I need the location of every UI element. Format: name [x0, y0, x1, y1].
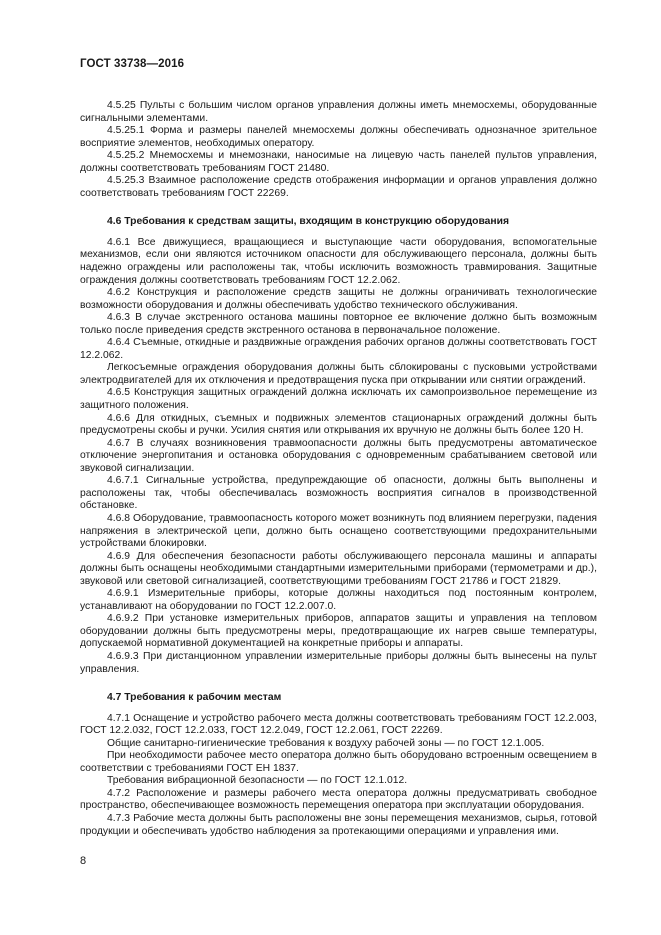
page-number: 8 [80, 855, 87, 867]
clause-4-6-2: 4.6.2 Конструкция и расположение средств защиты не должны ограничивать технологические возможности оборудования и должны обеспечивать удобство технического обслуживания. [80, 287, 597, 311]
clause-4-6-4: 4.6.4 Съемные, откидные и раздвижные ограждения рабочих органов должны соответствовать ГОСТ 12.2.062. [80, 337, 597, 361]
clause-4-6-8: 4.6.8 Оборудование, травмоопасность которого может возникнуть под влиянием перегрузки, падения напряжения в электрической цепи, должно быть оснащено соответствующими предохранительными устройствами блокировки. [80, 512, 597, 550]
clause-4-6-9-3: 4.6.9.3 При дистанционном управлении измерительные приборы должны быть вынесены на пульт управления. [80, 650, 597, 675]
clause-4-5-25-2: 4.5.25.2 Мнемосхемы и мнемознаки, наносимые на лицевую часть панелей пультов управления, должны соответствовать требованиям ГОСТ 21480. [80, 150, 597, 174]
clause-4-7-1-vibration: Требования вибрационной безопасности — по ГОСТ 12.1.012. [107, 775, 408, 787]
clause-4-7-3: 4.7.3 Рабочие места должны быть расположены вне зоны перемещения механизмов, сырья, готовой продукции и обеспечивать удобство наблюдения за протекающими операциями и управления ими. [80, 812, 597, 837]
clause-4-6-4-note: Легкосъемные ограждения оборудования должны быть сблокированы с пусковыми устройствами электродвигателей для их отключения и предотвращения пуска при открывании или снятии ограждений. [80, 362, 597, 386]
clause-4-6-9-1: 4.6.9.1 Измерительные приборы, которые должны находиться под постоянным контролем, устанавливают на оборудовании по ГОСТ 12.2.007.0. [80, 588, 597, 612]
clause-4-6-9: 4.6.9 Для обеспечения безопасности работы обслуживающего персонала машины и аппараты должны быть оснащены необходимыми стандартными измерительными приборами (термометрами и др.), звуковой или световой сигнализацией, соответствующими требованиям ГОСТ 21786 и ГОСТ 21829. [80, 550, 597, 587]
clause-4-6-3: 4.6.3 В случае экстренного останова машины повторное ее включение должно быть возможным только после приведения средств экстренного останова в первоначальное положение. [80, 312, 597, 336]
clause-4-5-25: 4.5.25 Пульты с большим числом органов управления должны иметь мнемосхемы, оборудованные сигнальными элементами. [80, 100, 597, 124]
clause-4-6-9-2: 4.6.9.2 При установке измерительных приборов, аппаратов защиты и управления на тепловом оборудовании должны быть предусмотрены меры, предотвращающие их нагрев свыше температуры, допускаемой нормативной документацией на конкретные приборы и аппараты. [80, 613, 597, 650]
clause-4-5-25-3: 4.5.25.3 Взаимное расположение средств отображения информации и органов управления должно соответствовать требованиям ГОСТ 22269. [80, 175, 597, 199]
clause-4-7-2: 4.7.2 Расположение и размеры рабочего места оператора должны предусматривать свободное пространство, обеспечивающее возможность перемещения оператора при эксплуатации оборудования. [80, 787, 597, 812]
document-body [80, 100, 597, 838]
section-heading-4-6: 4.6 Требования к средствам защиты, входящим в конструкцию оборудования [107, 216, 510, 228]
clause-4-7-1-lighting: При необходимости рабочее место оператора должно быть оборудовано встроенным освещением в соответствии с требованиями ГОСТ ЕН 1837. [80, 750, 597, 774]
clause-4-6-6: 4.6.6 Для откидных, съемных и подвижных элементов стационарных ограждений должны быть предусмотрены скобы и ручки. Усилия снятия или открывания их вручную не должны быть более 120 Н. [80, 412, 597, 437]
clause-4-5-25-1: 4.5.25.1 Форма и размеры панелей мнемосхемы должны обеспечивать однозначное зрительное восприятие элементов, необходимых оператору. [80, 125, 597, 149]
clause-4-7-1: 4.7.1 Оснащение и устройство рабочего места должны соответствовать требованиям ГОСТ 12.2.003, ГОСТ 12.2.032, ГОСТ 12.2.033, ГОСТ 12.2.049, ГОСТ 12.2.061, ГОСТ 22269. [80, 712, 597, 737]
clause-4-6-7: 4.6.7 В случаях возникновения травмоопасности должны быть предусмотрены автоматическое отключение энергопитания и остановка оборудования с одновременным срабатыванием световой или звуковой сигнализации. [80, 437, 597, 474]
section-heading-4-7: 4.7 Требования к рабочим местам [107, 692, 282, 704]
clause-4-6-7-1: 4.6.7.1 Сигнальные устройства, предупреждающие об опасности, должны быть выполнены и расположены так, чтобы обеспечивалась возможность восприятия сигналов в производственной обстановке. [80, 475, 597, 512]
clause-4-7-1-air: Общие санитарно-гигиенические требования к воздуху рабочей зоны — по ГОСТ 12.1.005. [107, 737, 545, 749]
clause-4-6-1: 4.6.1 Все движущиеся, вращающиеся и выступающие части оборудования, вспомогательные механизмов, если они являются источником опасности для обслуживающего персонала, должны быть надежно ограждены или расположены так, чтобы исключить возможность травмирования. Защитные ограждения должны соответствовать требованиям ГОСТ 12.2.062. [80, 236, 597, 286]
clause-4-6-5: 4.6.5 Конструкция защитных ограждений должна исключать их самопроизвольное перемещение из защитного положения. [80, 387, 597, 412]
document-code-header: ГОСТ 33738—2016 [80, 58, 185, 70]
